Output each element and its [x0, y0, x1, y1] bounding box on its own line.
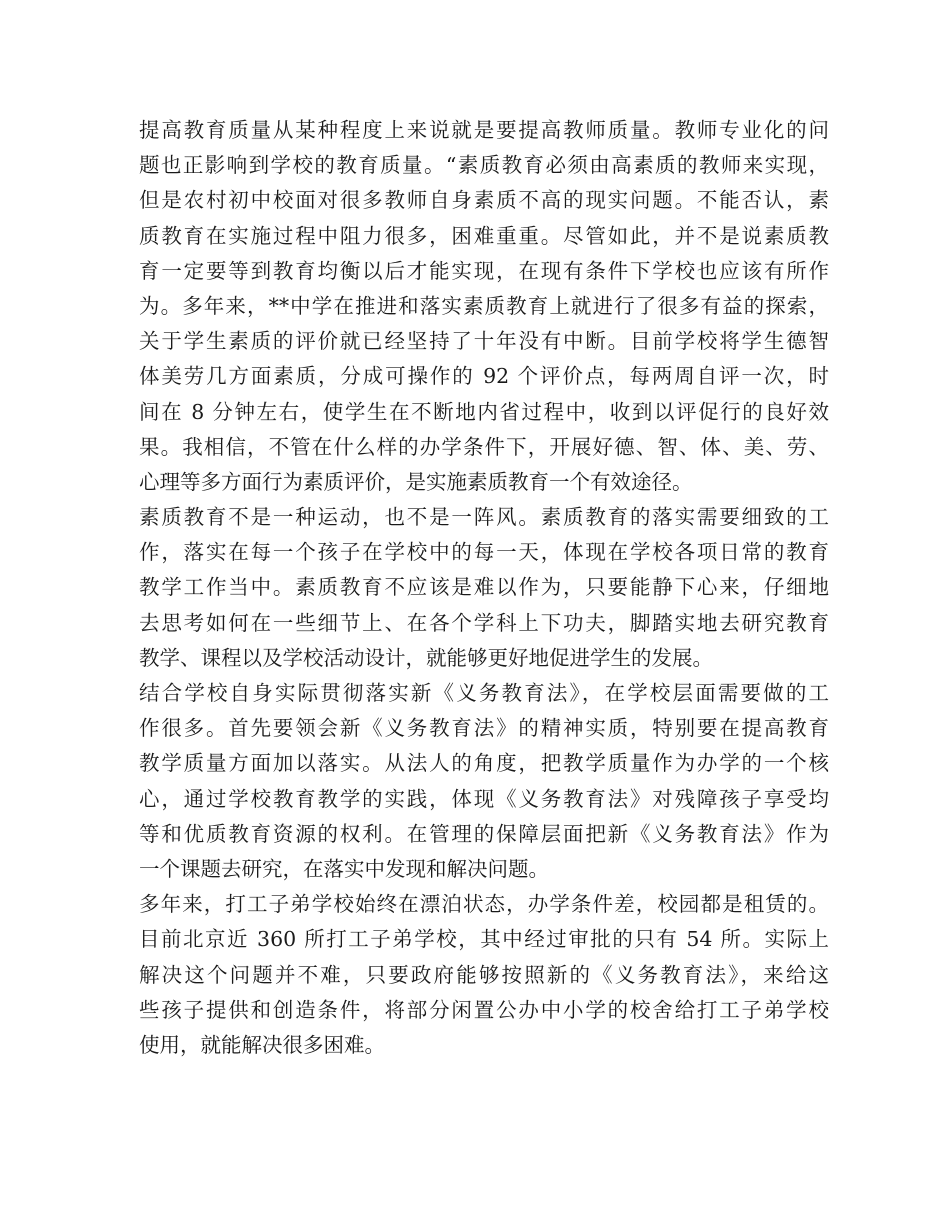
text-line: 题也正影响到学校的教育质量。“素质教育必须由高素质的教师来实现，	[139, 153, 829, 178]
text-line: 多年来，打工子弟学校始终在漂泊状态，办学条件差，校园都是租赁的。	[139, 892, 829, 917]
text-line: 结合学校自身实际贯彻落实新《义务教育法》，在学校层面需要做的工	[139, 681, 829, 705]
paragraph-4	[139, 887, 829, 1063]
text-line: 心理等多方面行为素质评价，是实施素质教育一个有效途径。	[139, 469, 693, 494]
text-line: 作很多。首先要领会新《义务教育法》的精神实质，特别要在提高教育	[139, 716, 829, 741]
text-line: 目前北京近 360 所打工子弟学校，其中经过审批的只有 54 所。实际上	[139, 927, 829, 952]
text-line: 等和优质教育资源的权利。在管理的保障层面把新《义务教育法》作为	[139, 821, 829, 846]
document-body	[139, 113, 829, 1063]
text-line: 一个课题去研究，在落实中发现和解决问题。	[139, 856, 549, 881]
text-line: 育一定要等到教育均衡以后才能实现，在现有条件下学校也应该有所作	[139, 258, 829, 283]
text-line: 果。我相信，不管在什么样的办学条件下，开展好德、智、体、美、劳、	[139, 434, 829, 459]
text-line: 但是农村初中校面对很多教师自身素质不高的现实问题。不能否认，素	[139, 188, 829, 213]
text-line: 使用，就能解决很多困难。	[139, 1032, 385, 1057]
text-line: 去思考如何在一些细节上、在各个学科上下功夫，脚踏实地去研究教育	[139, 610, 829, 635]
text-line: 些孩子提供和创造条件，将部分闲置公办中小学的校舍给打工子弟学校	[139, 997, 829, 1022]
text-line: 间在 8 分钟左右，使学生在不断地内省过程中，收到以评促行的良好效	[139, 399, 829, 424]
text-line: 为。多年来，**中学在推进和落实素质教育上就进行了很多有益的探索，	[139, 293, 829, 318]
text-line: 体美劳几方面素质，分成可操作的 92 个评价点，每两周自评一次，时	[139, 364, 829, 389]
text-line: 作，落实在每一个孩子在学校中的每一天，体现在学校各项日常的教育	[139, 540, 829, 565]
text-line: 素质教育不是一种运动，也不是一阵风。素质教育的落实需要细致的工	[139, 505, 829, 530]
text-line: 教学、课程以及学校活动设计，就能够更好地促进学生的发展。	[139, 645, 713, 670]
text-line: 心，通过学校教育教学的实践，体现《义务教育法》对残障孩子享受均	[139, 786, 829, 811]
text-line: 质教育在实施过程中阻力很多，困难重重。尽管如此，并不是说素质教	[139, 223, 829, 248]
text-line: 解决这个问题并不难，只要政府能够按照新的《义务教育法》，来给这	[139, 962, 829, 987]
paragraph-2	[139, 500, 829, 676]
text-line: 提高教育质量从某种程度上来说就是要提高教师质量。教师专业化的问	[139, 118, 829, 142]
text-line: 关于学生素质的评价就已经坚持了十年没有中断。目前学校将学生德智	[139, 329, 829, 354]
text-line: 教学工作当中。素质教育不应该是难以作为，只要能静下心来，仔细地	[139, 575, 829, 600]
paragraph-1	[139, 113, 829, 500]
paragraph-3	[139, 676, 829, 887]
text-line: 教学质量方面加以落实。从法人的角度，把教学质量作为办学的一个核	[139, 751, 829, 776]
